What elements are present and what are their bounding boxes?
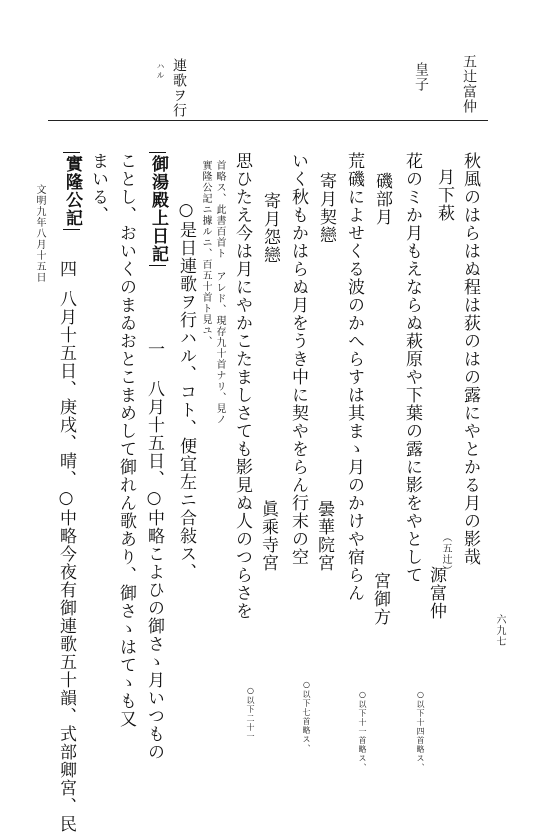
page-number: 六九七 — [494, 614, 505, 647]
poem-title-6: 寄月契戀 — [316, 172, 336, 244]
source-volume-sanetaka: 四 — [56, 260, 76, 278]
header-rule — [48, 120, 488, 121]
poem-author-2: 源富仲 — [426, 566, 446, 620]
note-line-11: 實隆公記ニ據ルニ、百五十首ト見ユ、 — [200, 160, 211, 347]
header-prince: 皇子 — [413, 62, 429, 92]
source-title-sanetaka: 實隆公記 — [63, 152, 80, 230]
poem-author-4: 宮御方 — [370, 572, 390, 626]
poem-author-6: 曇華院宮 — [314, 500, 334, 572]
note-line-10: 首略ス、此書百首ト アレド、現存九十首ナリ、見ノ — [214, 160, 225, 425]
poem-omission-3: ○以下十四首略ス、 — [416, 690, 425, 772]
poem-line-1: 秋風のはらはぬ程は荻のはの露にやとかる月の影哉 — [460, 152, 480, 566]
poem-title-2: 月下萩 — [434, 168, 454, 222]
poem-note-2: （五辻） — [440, 532, 451, 576]
poem-line-9: 思ひたえ今は月にやかこたましさても影見ぬ人のつらさを — [232, 152, 252, 620]
source-text-oyudono-3: まいる、 — [88, 152, 108, 224]
poem-omission-7: ○以下七首略ス、 — [302, 680, 311, 753]
poem-omission-9: ○以下二十一 — [246, 686, 255, 741]
source-volume-oyudono: 一 — [144, 340, 164, 358]
header-renga: 連歌ヲ行 — [171, 58, 187, 118]
poem-author-8: 眞乘寺宮 — [258, 500, 278, 572]
poem-omission-5: ○以下十一首略ス、 — [358, 690, 367, 772]
source-text-oyudono-1: 八月十五日、○中略こよひの御さゝ月いつもの — [144, 380, 164, 761]
poem-line-7: いく秋もかはらぬ月をうき中に契やをらん行末の空 — [288, 152, 308, 566]
poem-line-3: 花のミか月もえならぬ萩原や下葉の露に影をやとして — [402, 152, 422, 584]
footer-date: 文明九年八月十五日 — [34, 184, 45, 283]
header-name: 五辻富仲 — [461, 54, 477, 114]
header-renga-ruby: ハル — [156, 62, 165, 80]
poem-title-8: 寄月怨戀 — [260, 192, 280, 264]
poem-line-5: 荒磯によせくる波のかへらすは其まゝ月のかけや宿らん — [344, 152, 364, 602]
note-line-12: ○是日連歌ヲ行ハル、コト、便宜左ニ合敍ス、 — [176, 200, 196, 581]
source-text-oyudono-2: ことし、おいくのまゐおとこまめして御れん歌あり、御さゝはてゝも又 — [116, 152, 136, 728]
poem-title-4: 磯部月 — [372, 172, 392, 226]
source-title-oyudono: 御湯殿上日記 — [149, 152, 166, 266]
source-text-sanetaka: 八月十五日、庚戌、晴、○中略今夜有御連歌五十韻、式部卿宮、民 — [56, 290, 76, 833]
